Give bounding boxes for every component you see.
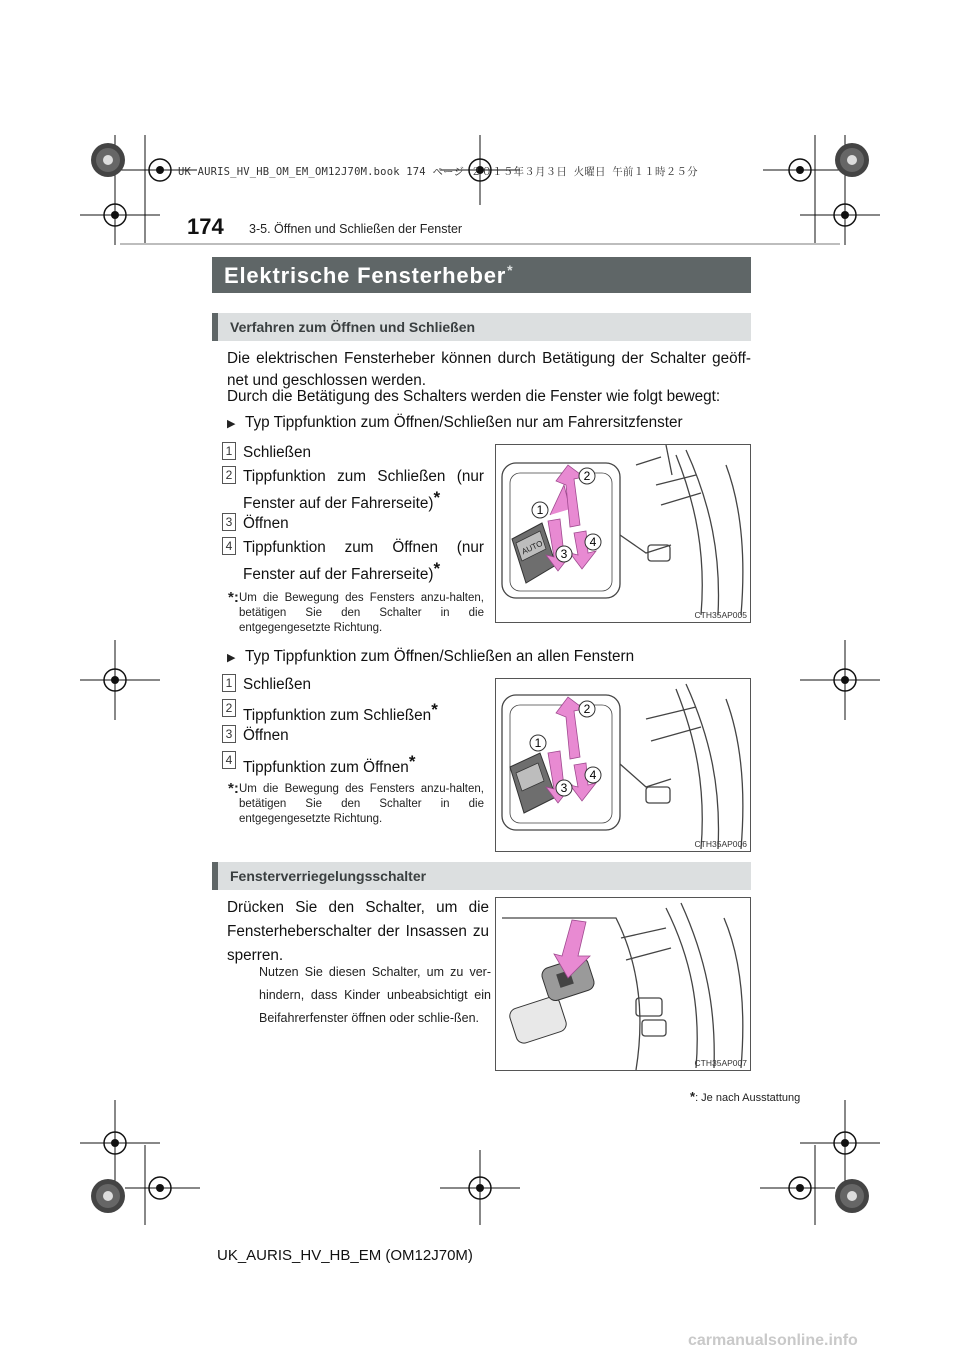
type2-item-2: 2 Tippfunktion zum Schließen* bbox=[222, 699, 484, 726]
section2-heading-bar bbox=[212, 862, 751, 890]
type2-item-3: 3 Öffnen bbox=[222, 725, 484, 746]
type2-bullet: ▶ Typ Tippfunktion zum Öffnen/Schließen an allen Fenstern bbox=[227, 646, 634, 669]
lock-switch-text: Drücken Sie den Schalter, um die Fensterheberschalter der Insassen zu sperren. bbox=[227, 899, 489, 964]
type2-item-4: 4 Tippfunktion zum Öffnen* bbox=[222, 751, 484, 778]
figure-lock-switch bbox=[495, 897, 751, 1071]
figure-switch-auto bbox=[495, 444, 751, 623]
svg-text:2: 2 bbox=[583, 702, 591, 716]
title-bar bbox=[212, 257, 751, 293]
footer-note: *: Je nach Ausstattung bbox=[690, 1089, 801, 1104]
section1-heading-bar bbox=[212, 313, 751, 341]
svg-text:1: 1 bbox=[536, 503, 544, 517]
figure-code: CTH35AP005 bbox=[694, 610, 747, 620]
svg-text:1: 1 bbox=[534, 736, 542, 750]
figure-switch-all bbox=[495, 678, 751, 852]
title-marker: * bbox=[507, 261, 514, 278]
intro-text-2: Durch die Betätigung des Schalters werden die Fenster wie folgt bewegt: bbox=[227, 388, 721, 405]
intro-text: Die elektrischen Fensterheber können durch Betätigung der Schalter geöff-net und geschlossen werden. bbox=[227, 350, 751, 389]
svg-text:4: 4 bbox=[589, 768, 597, 782]
type1-item-3: 3 Öffnen bbox=[222, 513, 484, 534]
type1-item-4: 4 Tippfunktion zum Öffnen (nur Fenster auf der Fahrerseite)* bbox=[222, 537, 484, 585]
figure-code: CTH35AP006 bbox=[694, 839, 747, 849]
section1-heading: Verfahren zum Öffnen und Schließen bbox=[230, 319, 476, 335]
document-id: UK_AURIS_HV_HB_EM (OM12J70M) bbox=[217, 1247, 473, 1264]
watermark: carmanualsonline.info bbox=[688, 1332, 858, 1349]
page-number: 174 bbox=[187, 214, 224, 239]
triangle-bullet-icon: ▶ bbox=[227, 418, 236, 430]
figure-code: CTH35AP007 bbox=[694, 1058, 747, 1068]
section-header: 3-5. Öffnen und Schließen der Fenster bbox=[249, 222, 463, 236]
svg-text:3: 3 bbox=[560, 781, 568, 795]
svg-text:4: 4 bbox=[589, 535, 597, 549]
svg-text:3: 3 bbox=[560, 547, 568, 561]
svg-text:2: 2 bbox=[583, 469, 591, 483]
page-title: Elektrische Fensterheber* bbox=[224, 261, 514, 288]
type1-item-1: 1 Schließen bbox=[222, 442, 484, 463]
print-info-bar: UK AURIS_HV_HB_OM_EM_OM12J70M.book 174 ページ ２０１５年３月３日 火曜日 午前１１時２５分 bbox=[178, 166, 698, 178]
header-rule bbox=[120, 243, 840, 245]
type2-item-1: 1 Schließen bbox=[222, 674, 484, 695]
section2-heading: Fensterverriegelungsschalter bbox=[230, 868, 427, 884]
type1-bullet: ▶ Typ Tippfunktion zum Öffnen/Schließen nur am Fahrersitzfenster bbox=[227, 412, 683, 435]
lock-switch-note: Nutzen Sie diesen Schalter, um zu ver-hindern, dass Kinder unbeabsichtigt ein Beifahrerfenster öffnen oder schlie-ßen. bbox=[259, 965, 491, 1025]
auto-label: AUTO bbox=[520, 538, 545, 557]
type1-footnote: *: Um die Bewegung des Fensters anzu-halten, betätigen Sie den Schalter in die entgegengesetzte Richtung. bbox=[228, 589, 484, 634]
triangle-bullet-icon: ▶ bbox=[227, 652, 236, 664]
type1-item-2: 2 Tippfunktion zum Schließen (nur Fenster auf der Fahrerseite)* bbox=[222, 466, 484, 514]
type2-footnote: *: Um die Bewegung des Fensters anzu-halten, betätigen Sie den Schalter in die entgegengesetzte Richtung. bbox=[228, 780, 484, 825]
